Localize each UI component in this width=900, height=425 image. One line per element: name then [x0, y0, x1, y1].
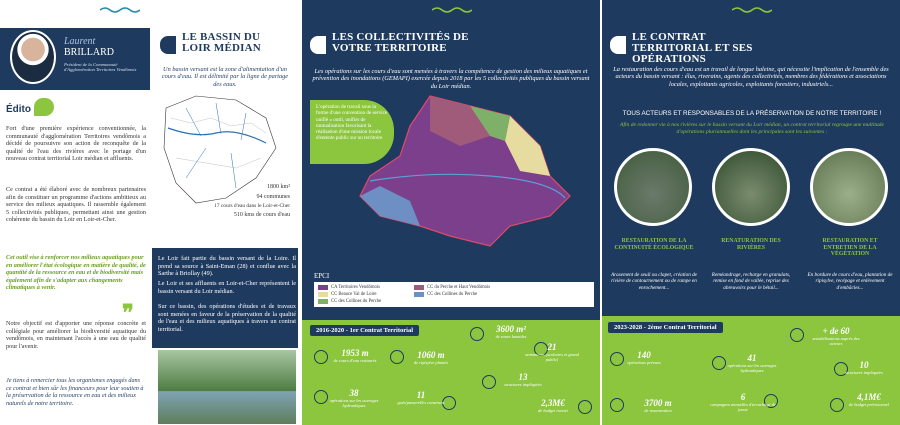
contrat-column	[602, 0, 900, 425]
legend-swatch	[414, 292, 424, 297]
quote-close-icon: ❞	[122, 300, 134, 325]
edito-closing: Je tiens à remercier tous les organismes engagés dans ce contrat et bien sûr les financeurs pour leur soutien à la préservation de la ressource en eau et des milieux naturels de notre territoire.	[6, 377, 144, 407]
bassin-title: LE BASSIN DU LOIR MÉDIAN	[182, 31, 261, 54]
action-desc: En bordure de cours d'eau, plantation de ripisylve, recépage et enlèvement d'embâcles...	[807, 272, 893, 291]
bassin-paragraph: Le Loir et ses affluents en Loir-et-Cher représentent le bassin versant du Loir médian.	[158, 280, 296, 295]
kpi: 10 structures impliquées	[845, 360, 883, 375]
euro-icon	[578, 400, 592, 414]
photo-vegetation	[810, 148, 888, 226]
quote-icon	[34, 98, 54, 116]
wetland-icon	[470, 327, 484, 341]
legend-swatch	[318, 285, 328, 290]
contrat-intro: La restauration des cours d'eau est un travail de longue haleine, qui nécessite l'implication de l'ensemble des acteurs du bassin versant : élus, riverains, agents des collectivités, membres des fédérations et associations locales, exploitants agricoles, exploitants forestiers, industriels...	[613, 66, 889, 88]
river-icon	[314, 350, 328, 364]
bassin-intro: Un bassin versant est la zone d'alimentation d'un cours d'eau. Il est délimité par la ligne de partage des eaux.	[161, 66, 289, 88]
collectivites-intro: Les opérations sur les cours d'eau sont menées à travers la compétence de gestion des milieux aquatiques et prévention des inondations (GEMAPI) exercée depuis 2018 par les 5 collectivités publiques du bassin versant du Loir médian.	[312, 68, 590, 90]
edito-paragraph: Notre objectif est d'apporter une réponse concrète et collégiale pour améliorer la biodiversité aquatique du vendômois, en maintenant l'accès à une eau de qualité pour l'avenir.	[6, 320, 146, 350]
author-avatar	[10, 30, 56, 84]
kpi: 1953 m de cours d'eau restaurés	[333, 348, 377, 363]
kpi: 13 structures impliquées	[504, 372, 542, 387]
stat-area: 1800 km²	[267, 184, 290, 190]
river-photo	[158, 350, 296, 424]
acteurs-headline: TOUS ACTEURS ET RESPONSABLES DE LA PRÉSERVATION DE NOTRE TERRITOIRE !	[622, 110, 882, 117]
kpi: 4,1M€ de budget prévisionnel	[849, 392, 889, 407]
contract2-label: 2023-2028 - 2ème Contrat Territorial	[608, 322, 723, 333]
wave-icon	[100, 6, 140, 14]
legend-item: CC Beauce Val de Loire	[318, 292, 406, 297]
edito-paragraph: Ce contrat a été élaboré avec de nombreux partenaires afin de constituer un programme d'actions ambitieux au service des milieux aquatiques. Il rassemble également 5 collectivités publiques, permettant ainsi une gestion cohérente du bassin du Loir en Loir-et-Cher.	[6, 186, 146, 224]
contract1-label: 2016-2020 - 1er Contrat Territorial	[310, 325, 419, 336]
kpi: 41 opérations sur les ouvrages hydrauliques	[727, 353, 777, 373]
bassin-paragraph: Sur ce bassin, des opérations d'études et de travaux sont menées en faveur de la préservation de la qualité de l'eau et des milieux aquatiques à travers un contrat territorial.	[158, 303, 296, 333]
action-desc: Arasement de seuil ou clapet, création de rivière de contournement ou de rampe en enrochement...	[610, 272, 697, 291]
edito-title: Édito	[6, 104, 31, 115]
kpi: 6 campagnes annuelles d'arrachage de jussie	[710, 392, 776, 412]
legend-title: EPCI	[314, 272, 330, 280]
bassin-paragraph: Le Loir fait partie du bassin versant de la Loire. Il prend sa source à Saint-Eman (28) et conflue avec la Sarthe à Briollay (49).	[158, 255, 296, 278]
callout-note: L'opération de travail sous la forme d'une convention de service unifié « outil, unifier de mutualisation favorisant la réalisation d'une mission locale d'entente public sur un territoire	[310, 100, 394, 164]
kpi: 1060 m de ripisylve plantés	[413, 350, 449, 365]
acteurs-intro: Afin de redonner vie à nos rivières sur le bassin versant du Loir médian, un contrat territorial regroupe une multitude d'opérations pluriannuelles dont les principales sont les suivantes :	[620, 122, 884, 135]
kpi: 140 opérations prévues	[627, 350, 661, 365]
legend-swatch	[318, 299, 328, 304]
section-marker-icon	[310, 36, 326, 54]
contrat-title: LE CONTRAT TERRITORIAL ET SES OPÉRATIONS	[632, 31, 753, 65]
section-marker-icon	[610, 36, 626, 54]
kpi: + de 60 sensibilisations auprès des acteurs	[812, 326, 860, 346]
stat-length: 510 kms de cours d'eau	[233, 212, 290, 218]
author-lastname: BRILLARD	[64, 47, 114, 58]
collectivites-column	[302, 0, 600, 425]
author-firstname: Laurent	[64, 36, 96, 47]
handshake-icon	[482, 375, 496, 389]
kpi: 3600 m² de zones humides	[495, 324, 527, 339]
kpi: 3700 m de renaturation	[644, 398, 672, 413]
action-title: RENATURATION DES RIVIÈRES	[721, 238, 781, 251]
action-title: RESTAURATION DE LA CONTINUITÉ ÉCOLOGIQUE	[614, 238, 694, 251]
kpi: 38 opérations sur les ouvrages hydrauliques	[329, 388, 379, 408]
author-role: Président de la Communauté d'Agglomération Territoires Vendômois	[64, 62, 137, 73]
wave-icon	[432, 6, 472, 14]
kpi: 21 animations (scolaires et grand public)	[525, 342, 579, 362]
map-legend	[314, 282, 594, 307]
bassin-column	[152, 0, 298, 425]
edito-paragraph: Fort d'une première expérience conventionnée, la communauté d'agglomération Territoires vendômois a décidé de poursuivre son action de reconquête de la qualité de l'eau des rivières avec le portage d'un nouveau contrat territorial Loir médian et affluents.	[6, 125, 146, 163]
wave-icon	[732, 6, 772, 14]
megaphone-icon	[790, 328, 804, 342]
river-icon	[610, 398, 624, 412]
photo-renaturation	[712, 148, 790, 226]
clipboard-icon	[610, 352, 624, 366]
collectivites-title: LES COLLECTIVITÉS DE VOTRE TERRITOIRE	[332, 31, 469, 54]
kpi: 2,3M€ de budget investi	[538, 398, 568, 413]
kpi: 11 gués/passerelles construits	[397, 390, 445, 405]
section-marker-icon	[160, 36, 176, 54]
stat-communes: 94 communes	[256, 194, 290, 200]
edito-highlight: Cet outil vise à renforcer nos milieux aquatiques pour en améliorer l'état écologique en matière de qualité, de quantité de la ressource en eau et de biodiversité mais également afin de s'adapter aux changements climatiques à venir.	[6, 254, 146, 292]
legend-swatch	[414, 285, 424, 290]
legend-item: CC des Collines du Perche	[318, 299, 406, 304]
legend-item: CC du Perche et Haut Vendômois	[414, 285, 502, 290]
tree-icon	[390, 350, 404, 364]
legend-swatch	[318, 292, 328, 297]
edito-column	[0, 0, 150, 425]
legend-item: CA Territoires Vendômois	[318, 285, 406, 290]
action-desc: Reméandrage, recharge en granulats, remise en fond de vallée, reprise des abreuvoirs pour le bétail...	[711, 272, 791, 291]
photo-continuite	[614, 148, 692, 226]
action-title: RESTAURATION ET ENTRETIEN DE LA VÉGÉTATION	[822, 238, 878, 258]
legend-item: CC des Collines du Perche	[414, 292, 502, 297]
stat-rivers: 17 cours d'eau dans le Loir-et-Cher	[214, 203, 290, 209]
